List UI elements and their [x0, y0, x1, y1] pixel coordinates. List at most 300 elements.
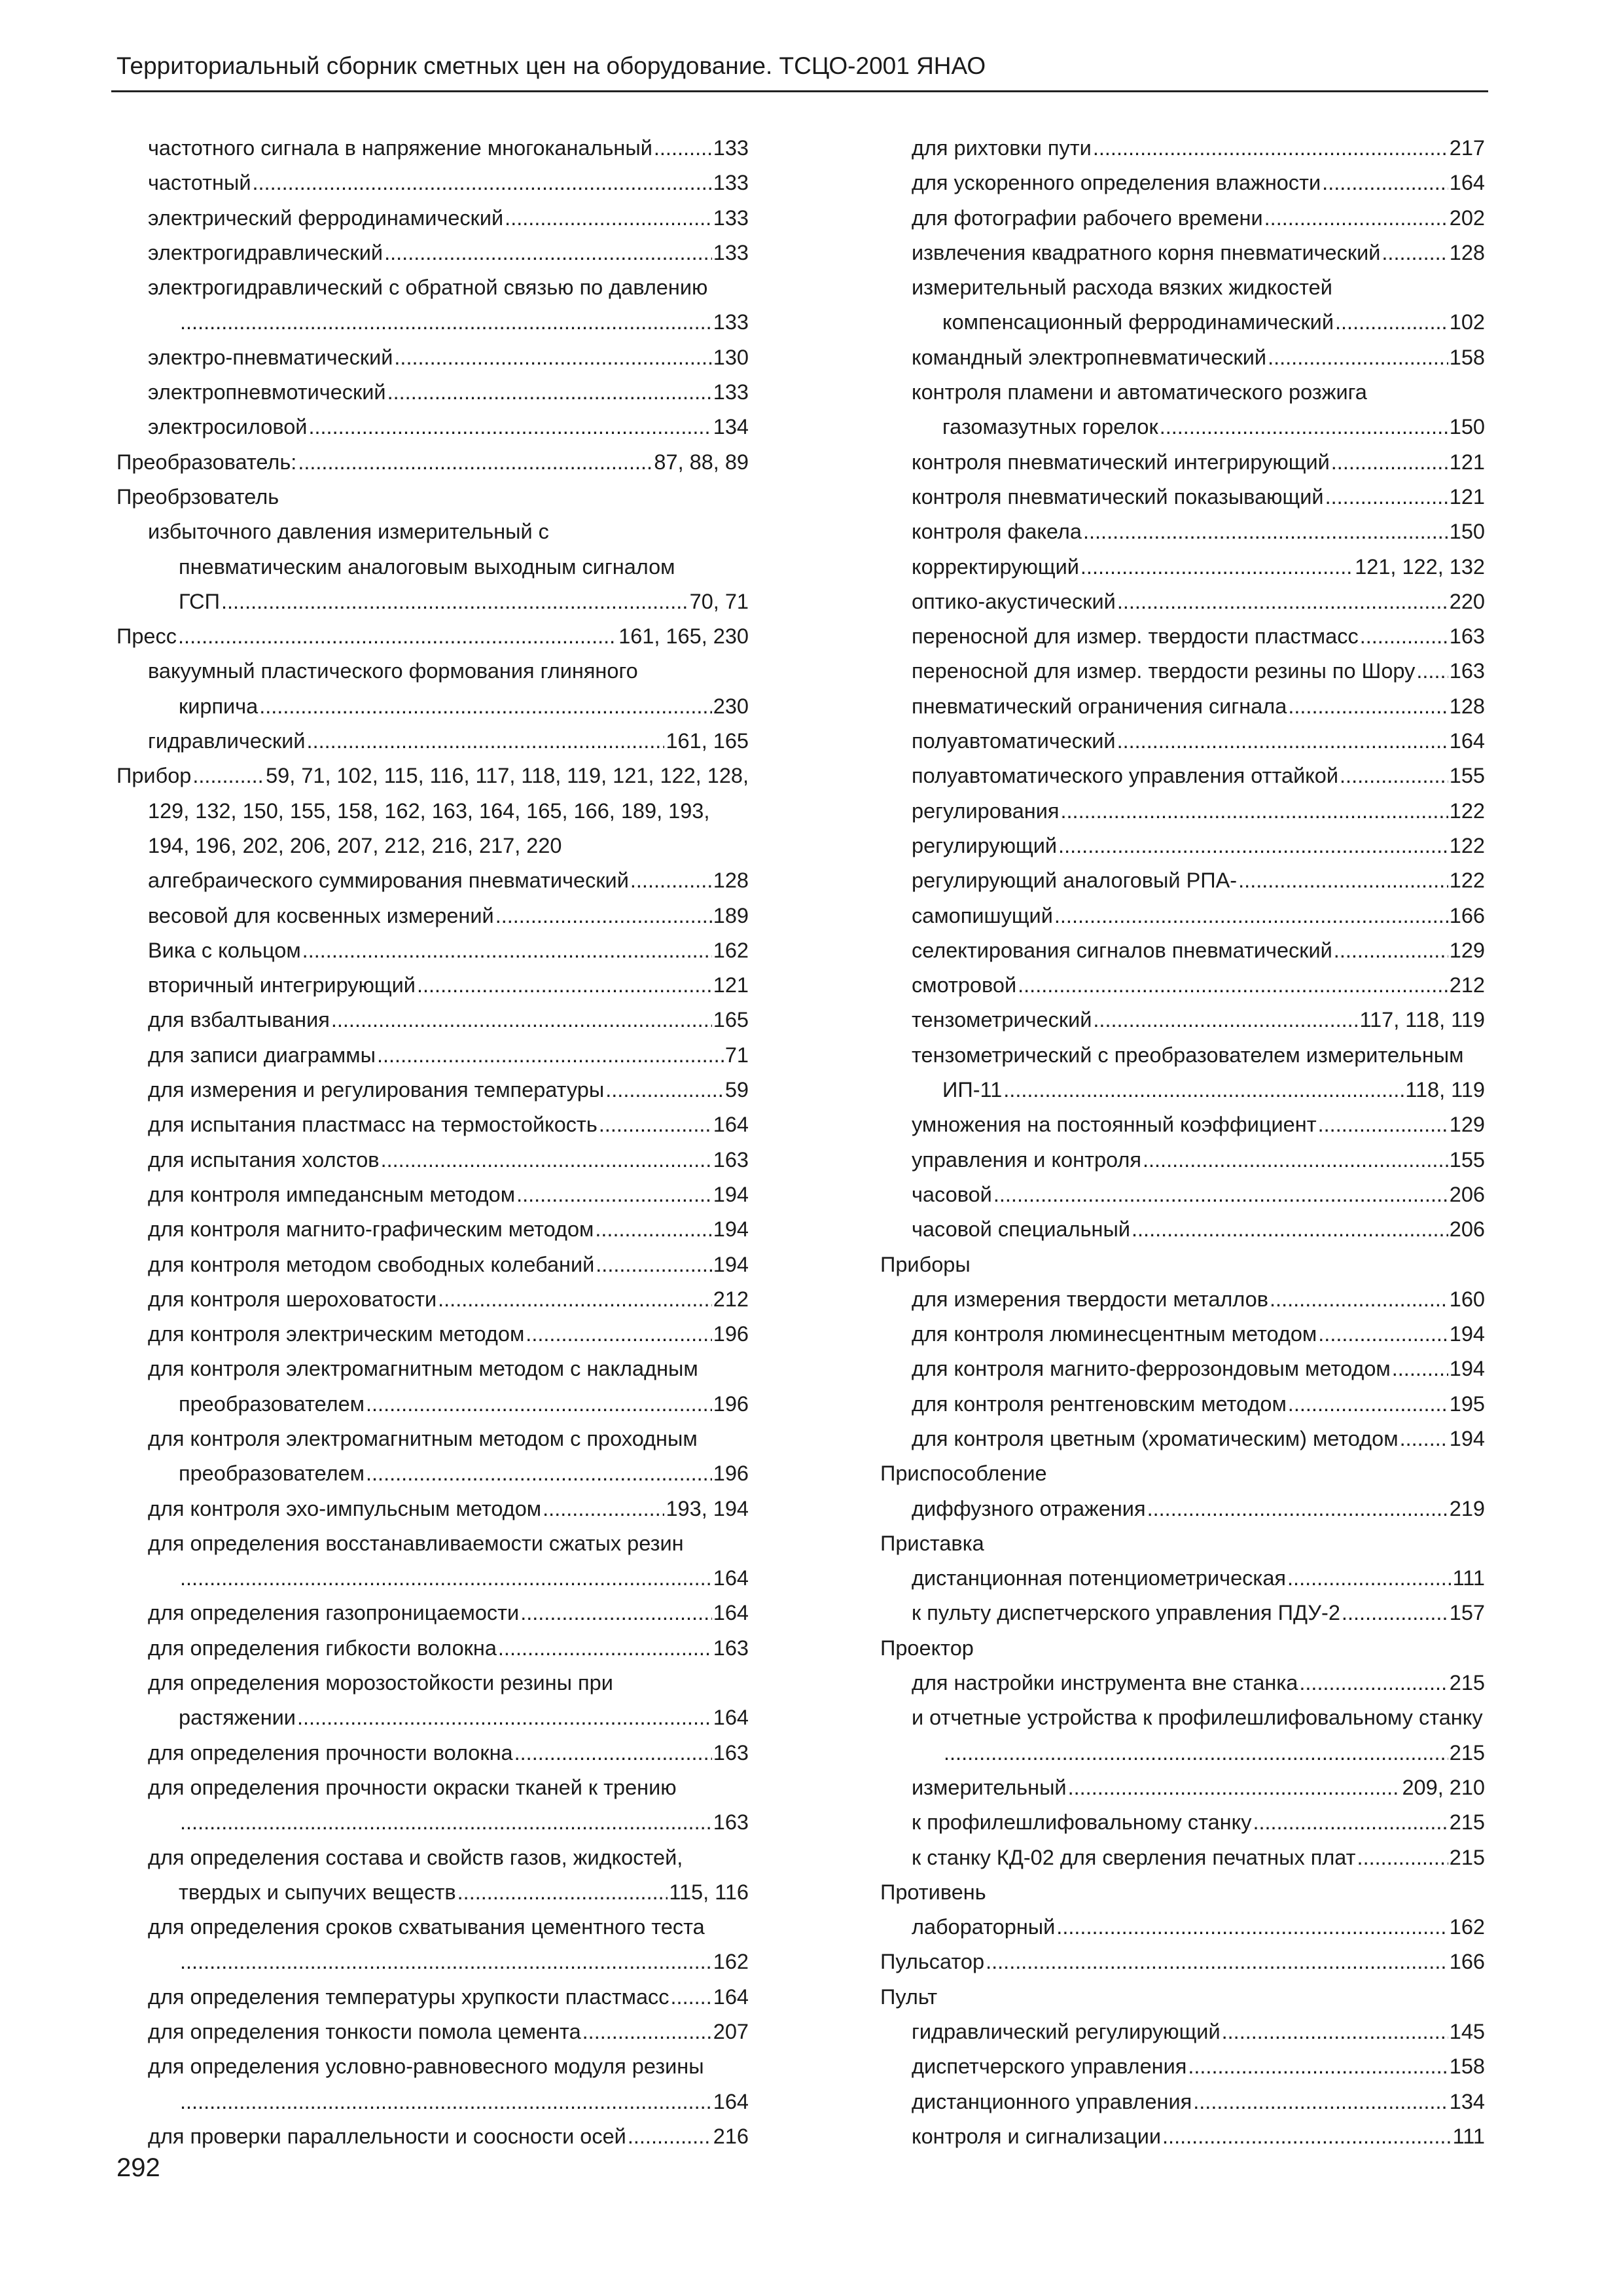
- index-entry-term: контроля пламени и автоматического розжига: [912, 380, 1367, 404]
- index-entry: [116, 1073, 749, 1107]
- dot-leader: [520, 1596, 712, 1630]
- index-entry: [116, 1700, 749, 1735]
- index-entry-term: смотровой: [912, 973, 1017, 997]
- dot-leader: [1342, 1596, 1448, 1630]
- index-entry: [116, 1107, 749, 1142]
- index-entry-term: для определения газопроницаемости: [148, 1601, 520, 1625]
- dot-leader: [671, 1980, 712, 2015]
- index-entry-page: 155: [1449, 764, 1485, 788]
- dot-leader: [543, 1492, 664, 1526]
- index-entry: [880, 899, 1485, 933]
- index-entry-term: контроля факела: [912, 520, 1082, 544]
- index-entry: [116, 201, 749, 236]
- index-entry-page: 196: [713, 1462, 749, 1486]
- index-entry-page: 166: [1449, 1950, 1485, 1974]
- dot-leader: [1160, 410, 1448, 444]
- dot-leader: [1270, 1282, 1448, 1317]
- index-entry: [880, 375, 1485, 410]
- index-entry: [116, 2049, 749, 2084]
- dot-leader: [505, 201, 712, 236]
- index-entry-term: измерительный расхода вязких жидкостей: [912, 276, 1332, 300]
- index-entry: [880, 1561, 1485, 1596]
- index-entry-term: для записи диаграммы: [148, 1043, 376, 1067]
- index-entry-term: и отчетные устройства к профилешлифовальному станку: [912, 1706, 1483, 1730]
- dot-leader: [1340, 759, 1448, 793]
- dot-leader: [1093, 131, 1448, 166]
- index-entry-term: тензометрический: [912, 1008, 1092, 1032]
- index-entry-page: 162: [713, 1950, 749, 1974]
- index-entry: [880, 933, 1485, 968]
- index-entry-page: 130: [713, 345, 749, 369]
- index-entry: [116, 1945, 749, 1979]
- dot-leader: [1056, 1910, 1448, 1945]
- page-number: 292: [116, 2153, 160, 2182]
- index-entry-term: вторичный интегрирующий: [148, 973, 416, 997]
- index-entry-term: растяжении: [179, 1706, 296, 1730]
- index-entry: [116, 1456, 749, 1491]
- index-entry-term: часовой: [912, 1182, 992, 1206]
- index-entry-page: 196: [713, 1322, 749, 1346]
- index-entry: [116, 654, 749, 689]
- index-entry-page: 129: [1449, 1113, 1485, 1137]
- dot-leader: [514, 1736, 712, 1770]
- index-entry: [880, 1596, 1485, 1630]
- index-entry: [880, 1910, 1485, 1945]
- index-entry: [116, 1805, 749, 1840]
- dot-leader: [1083, 514, 1448, 549]
- index-entry-term: для фотографии рабочего времени: [912, 206, 1263, 230]
- index-entry-page: 206: [1449, 1217, 1485, 1242]
- index-entry: [116, 1317, 749, 1352]
- dot-leader: [307, 724, 665, 759]
- dot-leader: [1117, 724, 1448, 759]
- index-entry-term: газомазутных горелок: [942, 415, 1158, 439]
- index-entry-page: 196: [713, 1391, 749, 1416]
- index-entry: [880, 689, 1485, 724]
- index-entry-term: регулирующий: [912, 833, 1058, 857]
- index-entry: [116, 1212, 749, 1247]
- dot-leader: [1188, 2049, 1448, 2084]
- dot-leader: [628, 2119, 712, 2154]
- index-entry-term: полуавтоматический: [912, 729, 1116, 753]
- index-entry-page: 212: [1449, 973, 1485, 997]
- index-entry-term: для контроля рентгеновским методом: [912, 1391, 1287, 1416]
- index-entry-term: для определения температуры хрупкости пластмасс: [148, 1984, 669, 2009]
- index-entry-term: для определения сроков схватывания цементного теста: [148, 1915, 705, 1939]
- dot-leader: [457, 1875, 668, 1910]
- index-entry: [116, 1980, 749, 2015]
- dot-leader: [630, 863, 712, 898]
- index-entry-page: 206: [1449, 1182, 1485, 1206]
- index-entry-page: 157: [1449, 1601, 1485, 1625]
- index-entry: [880, 514, 1485, 549]
- index-entry-page: 194: [1449, 1322, 1485, 1346]
- index-entry-term: регулирующий аналоговый РПА-: [912, 869, 1238, 893]
- dot-leader: [180, 1805, 712, 1840]
- index-entry: [116, 933, 749, 968]
- index-entry-term: для проверки параллельности и соосности осей: [148, 2124, 626, 2148]
- index-entry-term: для определения прочности волокна: [148, 1740, 513, 1765]
- index-entry-term: к профилешлифовальному станку: [912, 1810, 1252, 1835]
- index-entry-term: избыточного давления измерительный с: [148, 520, 549, 544]
- index-entry-page: 189: [713, 903, 749, 927]
- index-entry-term: Противень: [880, 1880, 986, 1904]
- index-entry-term: переносной для измер. твердости пластмасс: [912, 624, 1359, 649]
- dot-leader: [595, 1212, 711, 1247]
- index-entry: [116, 1840, 749, 1875]
- index-entry: [880, 166, 1485, 200]
- dot-leader: [366, 1387, 712, 1422]
- index-entry-term: к пульту диспетчерского управления ПДУ-2: [912, 1601, 1340, 1625]
- index-entry: [116, 1492, 749, 1526]
- index-entry-page: 162: [713, 938, 749, 962]
- dot-leader: [180, 305, 712, 340]
- dot-leader: [516, 1177, 712, 1212]
- index-entry-term: для рихтовки пути: [912, 136, 1092, 160]
- dot-leader: [253, 166, 712, 200]
- index-entry-page: 163: [1449, 624, 1485, 649]
- index-column-right: [880, 131, 1485, 2154]
- index-entry: [880, 550, 1485, 584]
- index-entry: [116, 1387, 749, 1422]
- dot-leader: [1318, 1107, 1448, 1142]
- index-entry-term: для ускоренного определения влажности: [912, 171, 1321, 195]
- index-entry-term: командный электропневматический: [912, 345, 1267, 369]
- index-entry-page: 164: [713, 1984, 749, 2009]
- dot-leader: [302, 933, 712, 968]
- index-entry-page: 216: [713, 2124, 749, 2148]
- index-entry-term: контроля пневматический интегрирующий: [912, 450, 1330, 474]
- index-entry: [880, 724, 1485, 759]
- index-entry: [116, 759, 749, 793]
- index-entry-term: Проектор: [880, 1636, 974, 1660]
- header-rule: [111, 90, 1488, 92]
- index-entry-term: преобразователем: [179, 1462, 365, 1486]
- index-entry-term: для определения прочности окраски тканей к трению: [148, 1775, 677, 1799]
- index-entry-term: для измерения твердости металлов: [912, 1287, 1269, 1311]
- index-entry-page: 217: [1449, 136, 1485, 160]
- index-entry: [880, 1805, 1485, 1840]
- index-entry: [116, 1910, 749, 1945]
- index-entry: [880, 619, 1485, 654]
- index-entry: [116, 514, 749, 549]
- index-entry-term: к станку КД-02 для сверления печатных плат: [912, 1845, 1356, 1869]
- index-entry-page: 202: [1449, 206, 1485, 230]
- index-entry-term: для измерения и регулирования температуры: [148, 1078, 605, 1102]
- dot-leader: [1416, 654, 1448, 689]
- index-entry-term: для контроля люминесцентным методом: [912, 1322, 1317, 1346]
- index-entry: [880, 1247, 1485, 1282]
- index-entry: [880, 201, 1485, 236]
- index-entry-page: 158: [1449, 2054, 1485, 2079]
- index-entry-page: 163: [713, 1636, 749, 1660]
- dot-leader: [417, 968, 712, 1003]
- dot-leader: [1331, 445, 1448, 480]
- index-entry-term: умножения на постоянный коэффициент: [912, 1113, 1317, 1137]
- index-entry-page: 111: [1452, 2124, 1485, 2148]
- index-entry-term: Приспособление: [880, 1462, 1047, 1486]
- index-entry-page: 133: [713, 380, 749, 404]
- index-entry-page: 165: [713, 1008, 749, 1032]
- index-entry: [880, 270, 1485, 305]
- index-entry-page: 215: [1449, 1845, 1485, 1869]
- dot-leader: [1299, 1666, 1448, 1700]
- index-entry: [116, 550, 749, 584]
- index-entry: [880, 1177, 1485, 1212]
- index-entry-page: 209, 210: [1402, 1775, 1485, 1799]
- index-entry-term: тензометрический с преобразователем измерительным: [912, 1043, 1464, 1067]
- index-entry-term: ИП-11: [942, 1078, 1003, 1102]
- dot-leader: [1068, 1770, 1401, 1805]
- index-entry: [880, 1770, 1485, 1805]
- index-entry-page: 161, 165: [666, 729, 749, 753]
- index-entry-page: 133: [713, 240, 749, 264]
- index-entry: [880, 1282, 1485, 1317]
- index-entry: [880, 1003, 1485, 1037]
- dot-leader: [387, 375, 712, 410]
- index-entry: [880, 1875, 1485, 1910]
- index-entry-term: для контроля электромагнитным методом с проходным: [148, 1426, 698, 1450]
- index-entry-page: 122: [1449, 833, 1485, 857]
- index-entry: [116, 1282, 749, 1317]
- index-entry-page: 163: [713, 1147, 749, 1172]
- index-entry-page: 164: [1449, 729, 1485, 753]
- index-entry-page: 122: [1449, 869, 1485, 893]
- index-entry-page: 212: [713, 1287, 749, 1311]
- dot-leader: [1400, 1422, 1448, 1456]
- index-entry-term: регулирования: [912, 798, 1060, 823]
- index-entry-page: 121, 122, 132: [1355, 554, 1485, 579]
- index-entry-term: весовой для косвенных измерений: [148, 903, 494, 927]
- index-entry-page: 164: [713, 1566, 749, 1590]
- index-entry-term: 194, 196, 202, 206, 207, 212, 216, 217, 220: [148, 833, 562, 857]
- index-entry: [116, 410, 749, 444]
- index-entry-page: 121: [713, 973, 749, 997]
- index-entry-page: 133: [713, 136, 749, 160]
- index-entry-page: 134: [713, 415, 749, 439]
- index-entry-page: 220: [1449, 589, 1485, 613]
- index-entry-term: Приставка: [880, 1531, 984, 1555]
- index-entry-term: вакуумный пластического формования глиняного: [148, 659, 638, 683]
- index-entry-term: для контроля импедансным методом: [148, 1182, 516, 1206]
- index-entry: [880, 236, 1485, 270]
- dot-leader: [1147, 1492, 1448, 1526]
- index-entry: [116, 1143, 749, 1177]
- index-entry-term: алгебраического суммирования пневматический: [148, 869, 629, 893]
- index-entry: [880, 480, 1485, 514]
- index-entry-page: 163: [713, 1810, 749, 1835]
- index-entry: [880, 131, 1485, 166]
- index-entry-page: 194: [713, 1182, 749, 1206]
- index-entry-term: для испытания пластмасс на термостойкость: [148, 1113, 597, 1137]
- dot-leader: [596, 1247, 711, 1282]
- index-entry: [116, 584, 749, 619]
- index-entry: [880, 863, 1485, 898]
- dot-leader: [394, 340, 711, 375]
- index-entry: [880, 1631, 1485, 1666]
- index-entry-term: контроля пневматический показывающий: [912, 484, 1324, 509]
- dot-leader: [259, 689, 712, 724]
- index-entry-page: 161, 165, 230: [618, 624, 749, 649]
- index-entry: [880, 794, 1485, 829]
- index-entry: [880, 340, 1485, 375]
- index-entry-term: для контроля электромагнитным методом с накладным: [148, 1357, 698, 1381]
- dot-leader: [944, 1736, 1448, 1770]
- index-entry: [116, 131, 749, 166]
- index-entry: [880, 1980, 1485, 2015]
- dot-leader: [1253, 1805, 1448, 1840]
- index-entry-term: оптико-акустический: [912, 589, 1116, 613]
- index-entry-term: Преобразователь:: [116, 450, 297, 474]
- index-entry-term: Пульсатор: [880, 1950, 985, 1974]
- index-entry-page: 59, 71, 102, 115, 116, 117, 118, 119, 121, 122, 128,: [266, 764, 749, 788]
- index-entry: [880, 2015, 1485, 2049]
- index-entry-page: 150: [1449, 415, 1485, 439]
- index-entry: [116, 724, 749, 759]
- dot-leader: [986, 1945, 1448, 1979]
- index-entry-term: переносной для измер. твердости резины по Шору: [912, 659, 1416, 683]
- index-entry: [116, 2015, 749, 2049]
- dot-leader: [1058, 829, 1448, 863]
- index-entry: [116, 166, 749, 200]
- dot-leader: [297, 1700, 712, 1735]
- index-entry: [116, 1875, 749, 1910]
- index-entry: [880, 1526, 1485, 1561]
- dot-leader: [1335, 305, 1448, 340]
- dot-leader: [1264, 201, 1448, 236]
- index-entry-page: 158: [1449, 345, 1485, 369]
- dot-leader: [331, 1003, 712, 1037]
- dot-leader: [298, 445, 652, 480]
- index-entry-term: ГСП: [179, 589, 220, 613]
- index-entry-term: для настройки инструмента вне станка: [912, 1671, 1298, 1695]
- dot-leader: [1132, 1212, 1448, 1247]
- index-entry-page: 166: [1449, 903, 1485, 927]
- index-entry: [880, 1422, 1485, 1456]
- dot-leader: [1054, 899, 1448, 933]
- index-entry-page: 195: [1449, 1391, 1485, 1416]
- index-entry-page: 133: [713, 171, 749, 195]
- index-entry: [880, 1038, 1485, 1073]
- index-entry: [116, 1003, 749, 1037]
- index-entry-term: кирпича: [179, 694, 259, 718]
- dot-leader: [1318, 1317, 1448, 1352]
- dot-leader: [582, 2015, 712, 2049]
- index-entry-term: электросиловой: [148, 415, 308, 439]
- index-entry-page: 219: [1449, 1496, 1485, 1520]
- index-entry: [116, 899, 749, 933]
- index-entry-page: 70, 71: [689, 589, 749, 613]
- index-entry-page: 207: [713, 2020, 749, 2044]
- index-entry: [880, 1945, 1485, 1979]
- index-entry: [880, 654, 1485, 689]
- index-entry: [116, 1247, 749, 1282]
- index-entry-term: компенсационный ферродинамический: [942, 310, 1334, 334]
- index-entry: [116, 829, 749, 863]
- index-entry-page: 150: [1449, 520, 1485, 544]
- index-entry-page: 160: [1449, 1287, 1485, 1311]
- index-entry-page: 164: [713, 2089, 749, 2113]
- dot-leader: [1193, 2085, 1448, 2119]
- index-entry-term: полуавтоматического управления оттайкой: [912, 764, 1339, 788]
- dot-leader: [1162, 2119, 1452, 2154]
- index-entry-term: диффузного отражения: [912, 1496, 1146, 1520]
- index-entry-page: 122: [1449, 798, 1485, 823]
- index-entry: [880, 1317, 1485, 1352]
- index-entry-page: 194: [713, 1217, 749, 1242]
- dot-leader: [1061, 794, 1448, 829]
- dot-leader: [377, 1038, 724, 1073]
- index-entry: [116, 480, 749, 514]
- index-entry-page: 194: [1449, 1357, 1485, 1381]
- index-entry-term: Вика с кольцом: [148, 938, 301, 962]
- index-entry-term: корректирующий: [912, 554, 1079, 579]
- index-entry-term: преобразователем: [179, 1391, 365, 1416]
- index-entry-page: 215: [1449, 1671, 1485, 1695]
- index-entry: [880, 584, 1485, 619]
- index-entry: [116, 1596, 749, 1630]
- index-entry-page: 128: [713, 869, 749, 893]
- index-entry-page: 128: [1449, 694, 1485, 718]
- dot-leader: [1093, 1003, 1358, 1037]
- index-entry-term: Пульт: [880, 1984, 938, 2009]
- index-entry-page: 163: [1449, 659, 1485, 683]
- index-entry: [116, 445, 749, 480]
- index-entry-term: дистанционного управления: [912, 2089, 1192, 2113]
- index-entry-page: 115, 116: [669, 1880, 749, 1904]
- index-entry: [116, 1038, 749, 1073]
- dot-leader: [993, 1177, 1448, 1212]
- index-entry-page: 215: [1449, 1740, 1485, 1765]
- index-entry: [116, 1422, 749, 1456]
- index-entry-term: для определения гибкости волокна: [148, 1636, 497, 1660]
- dot-leader: [498, 1631, 712, 1666]
- index-entry-term: Преобрзователь: [116, 484, 279, 509]
- index-entry: [880, 305, 1485, 340]
- header-title: Территориальный сборник сметных цен на оборудование. ТСЦО-2001 ЯНАО: [116, 52, 986, 79]
- index-entry-page: 193, 194: [666, 1496, 749, 1520]
- index-entry-term: для определения морозостойкости резины при: [148, 1671, 613, 1695]
- dot-leader: [308, 410, 711, 444]
- index-entry-term: для испытания холстов: [148, 1147, 380, 1172]
- index-entry: [880, 1107, 1485, 1142]
- dot-leader: [1003, 1073, 1404, 1107]
- index-entry-term: твердых и сыпучих веществ: [179, 1880, 456, 1904]
- index-entry: [880, 1387, 1485, 1422]
- index-entry-page: 117, 118, 119: [1359, 1008, 1485, 1032]
- index-entry: [116, 236, 749, 270]
- index-entry-term: для взбалтывания: [148, 1008, 330, 1032]
- index-entry: [116, 863, 749, 898]
- dot-leader: [1357, 1840, 1448, 1875]
- dot-leader: [180, 1945, 712, 1979]
- dot-leader: [178, 619, 617, 654]
- index-entry-term: гидравлический регулирующий: [912, 2020, 1221, 2044]
- dot-leader: [599, 1107, 712, 1142]
- dot-leader: [1382, 236, 1448, 270]
- index-entry-page: 194: [713, 1252, 749, 1276]
- index-entry: [116, 270, 749, 305]
- index-entry-page: 87, 88, 89: [654, 450, 749, 474]
- index-entry-term: электрогидравлический с обратной связью по давлению: [148, 276, 708, 300]
- index-entry-term: управления и контроля: [912, 1147, 1141, 1172]
- index-entry-term: для контроля эхо-импульсным методом: [148, 1496, 542, 1520]
- dot-leader: [1288, 1387, 1448, 1422]
- index-entry-term: самопишущий: [912, 903, 1053, 927]
- index-entry-term: контроля и сигнализации: [912, 2124, 1162, 2148]
- index-entry-term: для определения восстанавливаемости сжатых резин: [148, 1531, 684, 1555]
- index-entry: [880, 1736, 1485, 1770]
